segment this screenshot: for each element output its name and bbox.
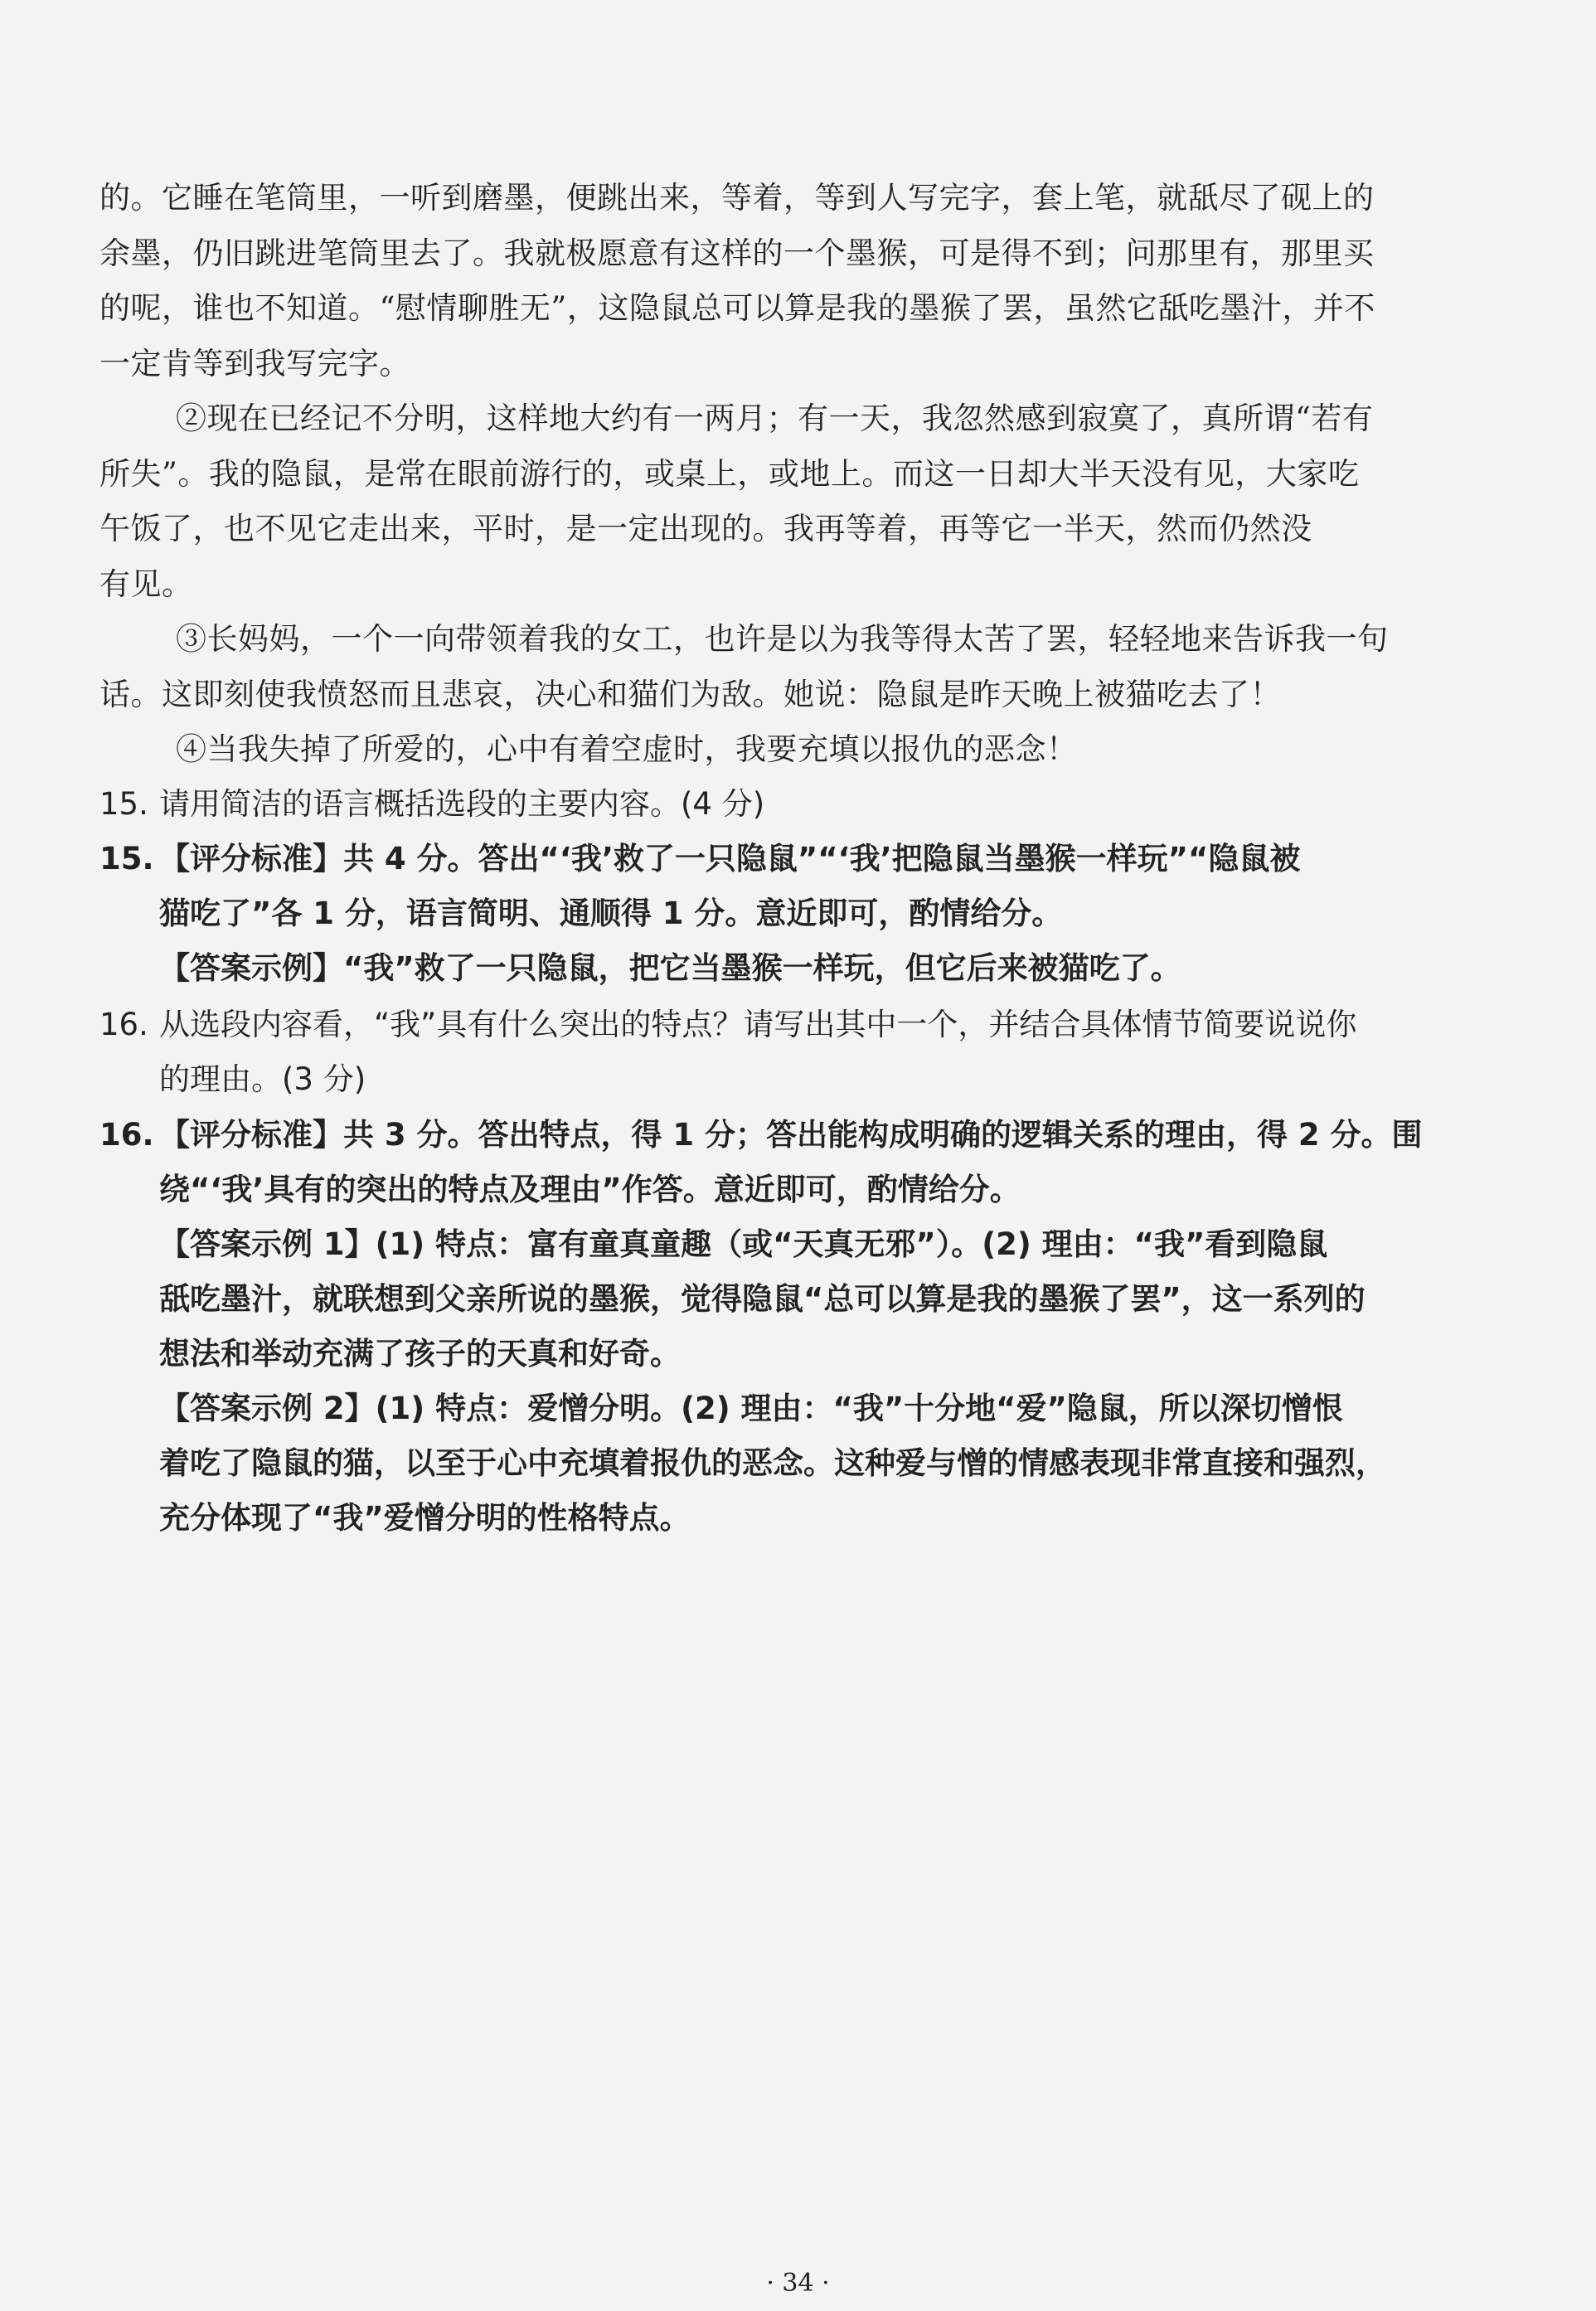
answer-line: 绕“‘我’具有的突出的特点及理由”作答。意近即可，酌情给分。 — [159, 1172, 1021, 1207]
page-number: · 34 · — [766, 2269, 830, 2298]
passage-line: 的呢，谁也不知道。“慰情聊胜无”，这隐鼠总可以算是我的墨猴了罢，虽然它舐吃墨汁，并不 — [99, 290, 1375, 326]
passage-line: 午饭了，也不见它走出来，平时，是一定出现的。我再等着，再等它一半天，然而仍然没 — [99, 511, 1312, 546]
passage-line: 一定肯等到我写完字。 — [99, 345, 410, 381]
question-text: 请用简洁的语言概括选段的主要内容。(4 分) — [159, 786, 765, 822]
answer-line: 舐吃墨汁，就联想到父亲所说的墨猴，觉得隐鼠“总可以算是我的墨猴了罢”，这一系列的 — [159, 1281, 1366, 1317]
answer-line: 【答案示例】“我”救了一只隐鼠，把它当墨猴一样玩，但它后来被猫吃了。 — [159, 950, 1181, 986]
passage-line: ④当我失掉了所爱的，心中有着空虚时，我要充填以报仇的恶念！ — [176, 731, 1078, 767]
answer-number: 15. — [99, 841, 154, 876]
answer-line: 想法和举动充满了孩子的天真和好奇。 — [159, 1336, 681, 1372]
question-number: 15. — [99, 786, 148, 822]
answer-15 — [99, 832, 1509, 996]
answer-line: 【评分标准】共 4 分。答出“‘我’救了一只隐鼠”“‘我’把隐鼠当墨猴一样玩”“隐鼠被 — [159, 841, 1301, 876]
answer-line: 【答案示例 1】(1) 特点：富有童真童趣（或“天真无邪”）。(2) 理由：“我”看到隐鼠 — [159, 1226, 1328, 1262]
passage-line: 余墨，仍旧跳进笔筒里去了。我就极愿意有这样的一个墨猴，可是得不到；问那里有，那里买 — [99, 235, 1375, 271]
answer-line: 猫吃了”各 1 分，语言简明、通顺得 1 分。意近即可，酌情给分。 — [159, 896, 1063, 931]
answer-line: 充分体现了“我”爱憎分明的性格特点。 — [159, 1500, 691, 1536]
question-15 — [99, 777, 1509, 832]
passage-line: 话。这即刻使我愤怒而且悲哀，决心和猫们为敌。她说：隐鼠是昨天晚上被猫吃去了！ — [99, 676, 1281, 712]
passage-line: 有见。 — [99, 566, 193, 602]
answer-line: 【评分标准】共 3 分。答出特点，得 1 分；答出能构成明确的逻辑关系的理由，得 2 分。围 — [159, 1117, 1423, 1153]
passage-line: 所失”。我的隐鼠，是常在眼前游行的，或桌上，或地上。而这一日却大半天没有见，大家吃 — [99, 455, 1360, 492]
question-text: 的理由。(3 分) — [159, 1061, 366, 1097]
passage-paragraph-2 — [99, 391, 1492, 612]
question-16 — [99, 998, 1509, 1107]
passage-paragraph-1 — [99, 171, 1492, 391]
passage-paragraph-3 — [99, 612, 1492, 722]
answer-number: 16. — [99, 1117, 154, 1153]
passage-line: 的。它睡在笔筒里，一听到磨墨，便跳出来，等着，等到人写完字，套上笔，就舐尽了砚上的 — [99, 180, 1375, 216]
answer-line: 【答案示例 2】(1) 特点：爱憎分明。(2) 理由：“我”十分地“爱”隐鼠，所以深切憎恨 — [159, 1391, 1343, 1426]
passage-line: ②现在已经记不分明，这样地大约有一两月；有一天，我忽然感到寂寞了，真所谓“若有 — [176, 401, 1374, 436]
question-text: 从选段内容看，“我”具有什么突出的特点？请写出其中一个，并结合具体情节简要说说你 — [159, 1007, 1357, 1042]
passage-line: ③长妈妈，一个一向带领着我的女工，也许是以为我等得太苦了罢，轻轻地来告诉我一句 — [176, 621, 1389, 657]
question-number: 16. — [99, 1007, 148, 1042]
answer-16 — [99, 1108, 1509, 1546]
passage-paragraph-4 — [99, 722, 1492, 778]
answer-line: 着吃了隐鼠的猫，以至于心中充填着报仇的恶念。这种爱与憎的情感表现非常直接和强烈， — [159, 1445, 1386, 1481]
